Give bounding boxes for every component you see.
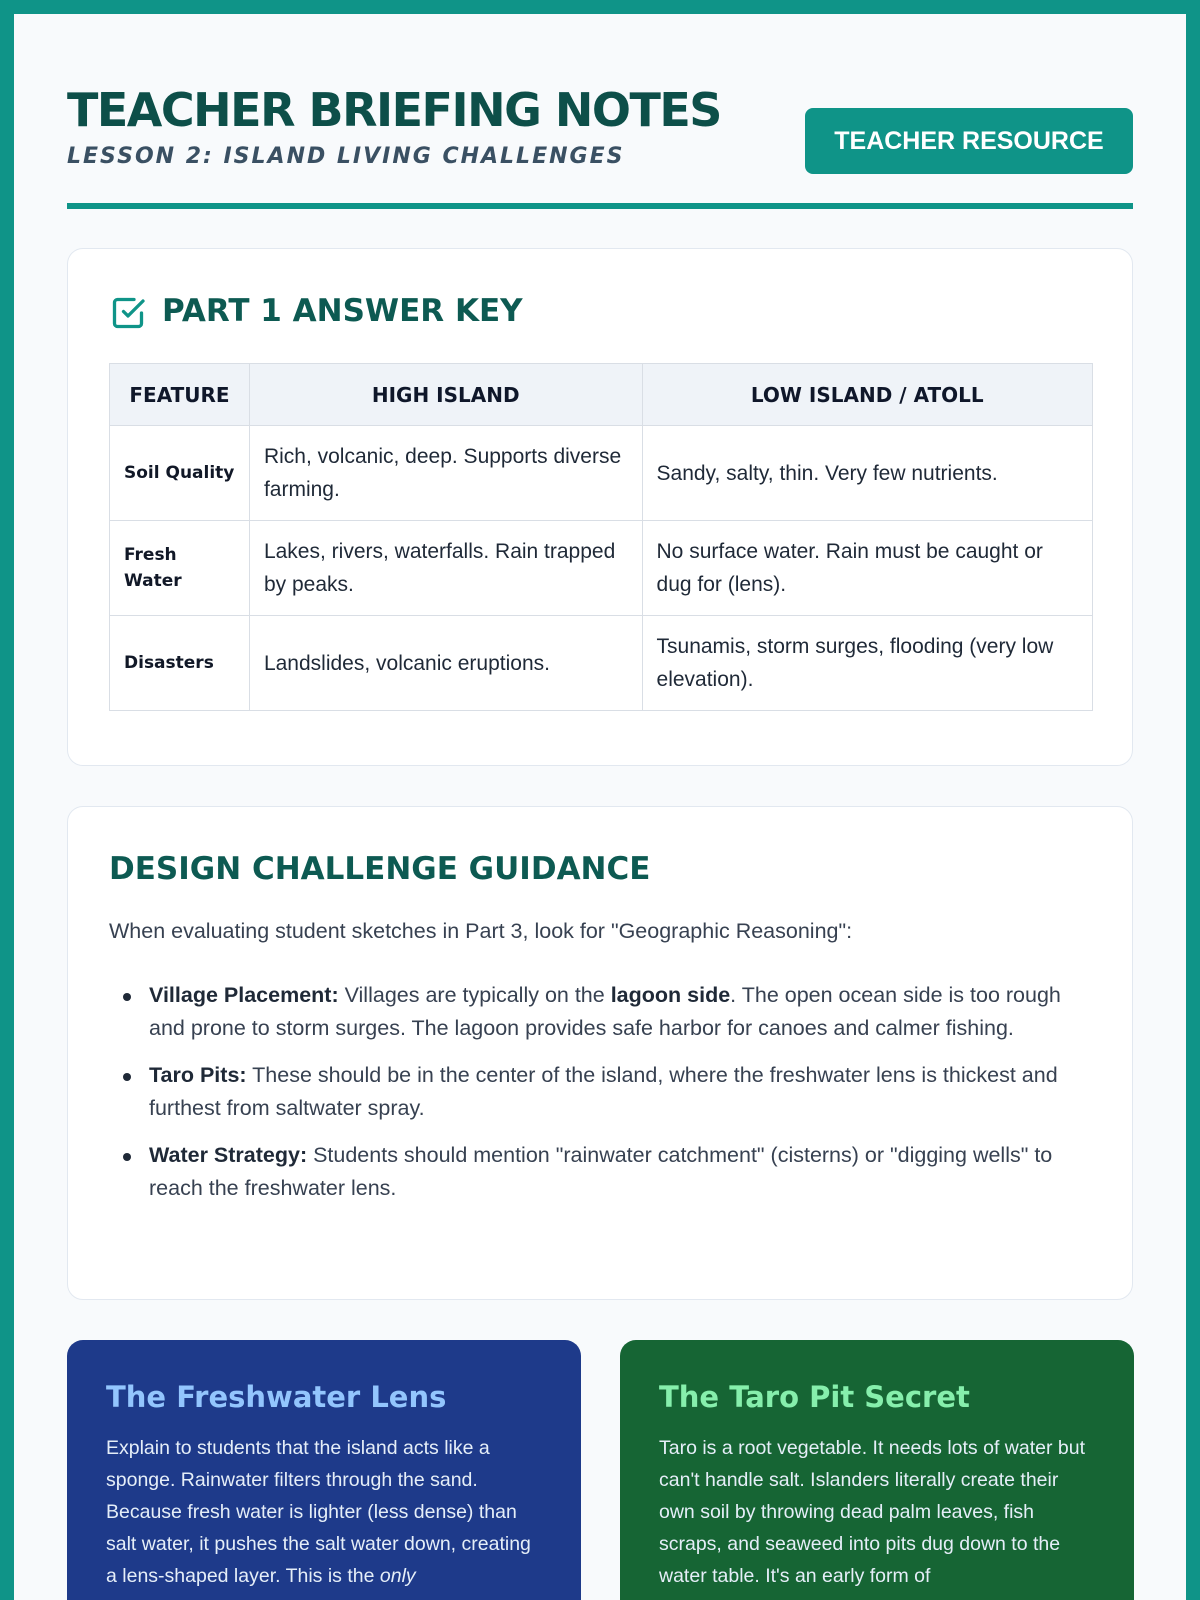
bullet-text: Students should mention "rainwater catchment" (cisterns) or "digging wells" to reach the freshwater lens. [149, 1143, 1053, 1200]
guidance-card [67, 806, 1133, 1300]
column-header-high-island: HIGH ISLAND [249, 364, 642, 426]
bullet-label: Taro Pits: [149, 1063, 247, 1087]
bullet-emphasis: lagoon side [610, 983, 731, 1007]
taro-pit-card [620, 1340, 1134, 1600]
table-row [110, 616, 1093, 711]
freshwater-lens-text [106, 1432, 542, 1592]
low-island-cell: Tsunamis, storm surges, flooding (very low elevation). [642, 616, 1092, 711]
teacher-resource-badge: TEACHER RESOURCE [805, 108, 1133, 174]
lens-text: Explain to students that the island acts like a sponge. Rainwater filters through the sand. Because fresh water is lighter (less dense) than salt water, it pushes the salt water down, creating a lens-shaped layer. This is the [106, 1437, 531, 1587]
guidance-intro: When evaluating student sketches in Part 3, look for "Geographic Reasoning": [109, 919, 853, 943]
taro-pit-title: The Taro Pit Secret [659, 1380, 970, 1414]
high-island-cell: Rich, volcanic, deep. Supports diverse farming. [249, 426, 642, 521]
lesson-subtitle: LESSON 2: ISLAND LIVING CHALLENGES [67, 144, 625, 169]
list-item [109, 1139, 1093, 1205]
answer-key-title: PART 1 ANSWER KEY [162, 293, 523, 329]
column-header-low-island: LOW ISLAND / ATOLL [642, 364, 1092, 426]
header [67, 69, 1133, 209]
high-island-cell: Lakes, rivers, waterfalls. Rain trapped by peaks. [249, 521, 642, 616]
bullet-text: . The open ocean side is too rough and prone to storm surges. The lagoon provides safe harbor for canoes and calmer fishing. [149, 983, 1061, 1040]
feature-cell: Fresh Water [110, 521, 250, 616]
check-square-icon [110, 295, 146, 331]
high-island-cell: Landslides, volcanic eruptions. [249, 616, 642, 711]
page-title: TEACHER BRIEFING NOTES [67, 83, 721, 137]
feature-cell: Disasters [110, 616, 250, 711]
table-row [110, 521, 1093, 616]
page [14, 14, 1186, 1600]
lens-emphasis: only [379, 1565, 416, 1587]
answer-key-card [67, 248, 1133, 766]
feature-cell: Soil Quality [110, 426, 250, 521]
taro-pit-text: Taro is a root vegetable. It needs lots of water but can't handle salt. Islanders literally create their own soil by throwing dead palm leaves, fish scraps, and seaweed into pits dug down to the water table. It's an early form of [659, 1437, 1085, 1587]
answer-key-table [109, 363, 1093, 711]
freshwater-lens-title: The Freshwater Lens [106, 1380, 447, 1414]
guidance-list [109, 979, 1093, 1219]
bullet-text: Villages are typically on the [338, 983, 611, 1007]
table-row [110, 426, 1093, 521]
list-item [109, 979, 1093, 1045]
table-header-row [110, 364, 1093, 426]
bullet-label: Water Strategy: [149, 1143, 308, 1167]
bullet-label: Village Placement: [149, 983, 339, 1007]
low-island-cell: No surface water. Rain must be caught or dug for (lens). [642, 521, 1092, 616]
list-item [109, 1059, 1093, 1125]
freshwater-lens-card [67, 1340, 581, 1600]
bullet-text: These should be in the center of the island, where the freshwater lens is thickest and furthest from saltwater spray. [149, 1063, 1058, 1120]
column-header-feature: FEATURE [110, 364, 250, 426]
low-island-cell: Sandy, salty, thin. Very few nutrients. [642, 426, 1092, 521]
guidance-title: DESIGN CHALLENGE GUIDANCE [109, 851, 651, 887]
